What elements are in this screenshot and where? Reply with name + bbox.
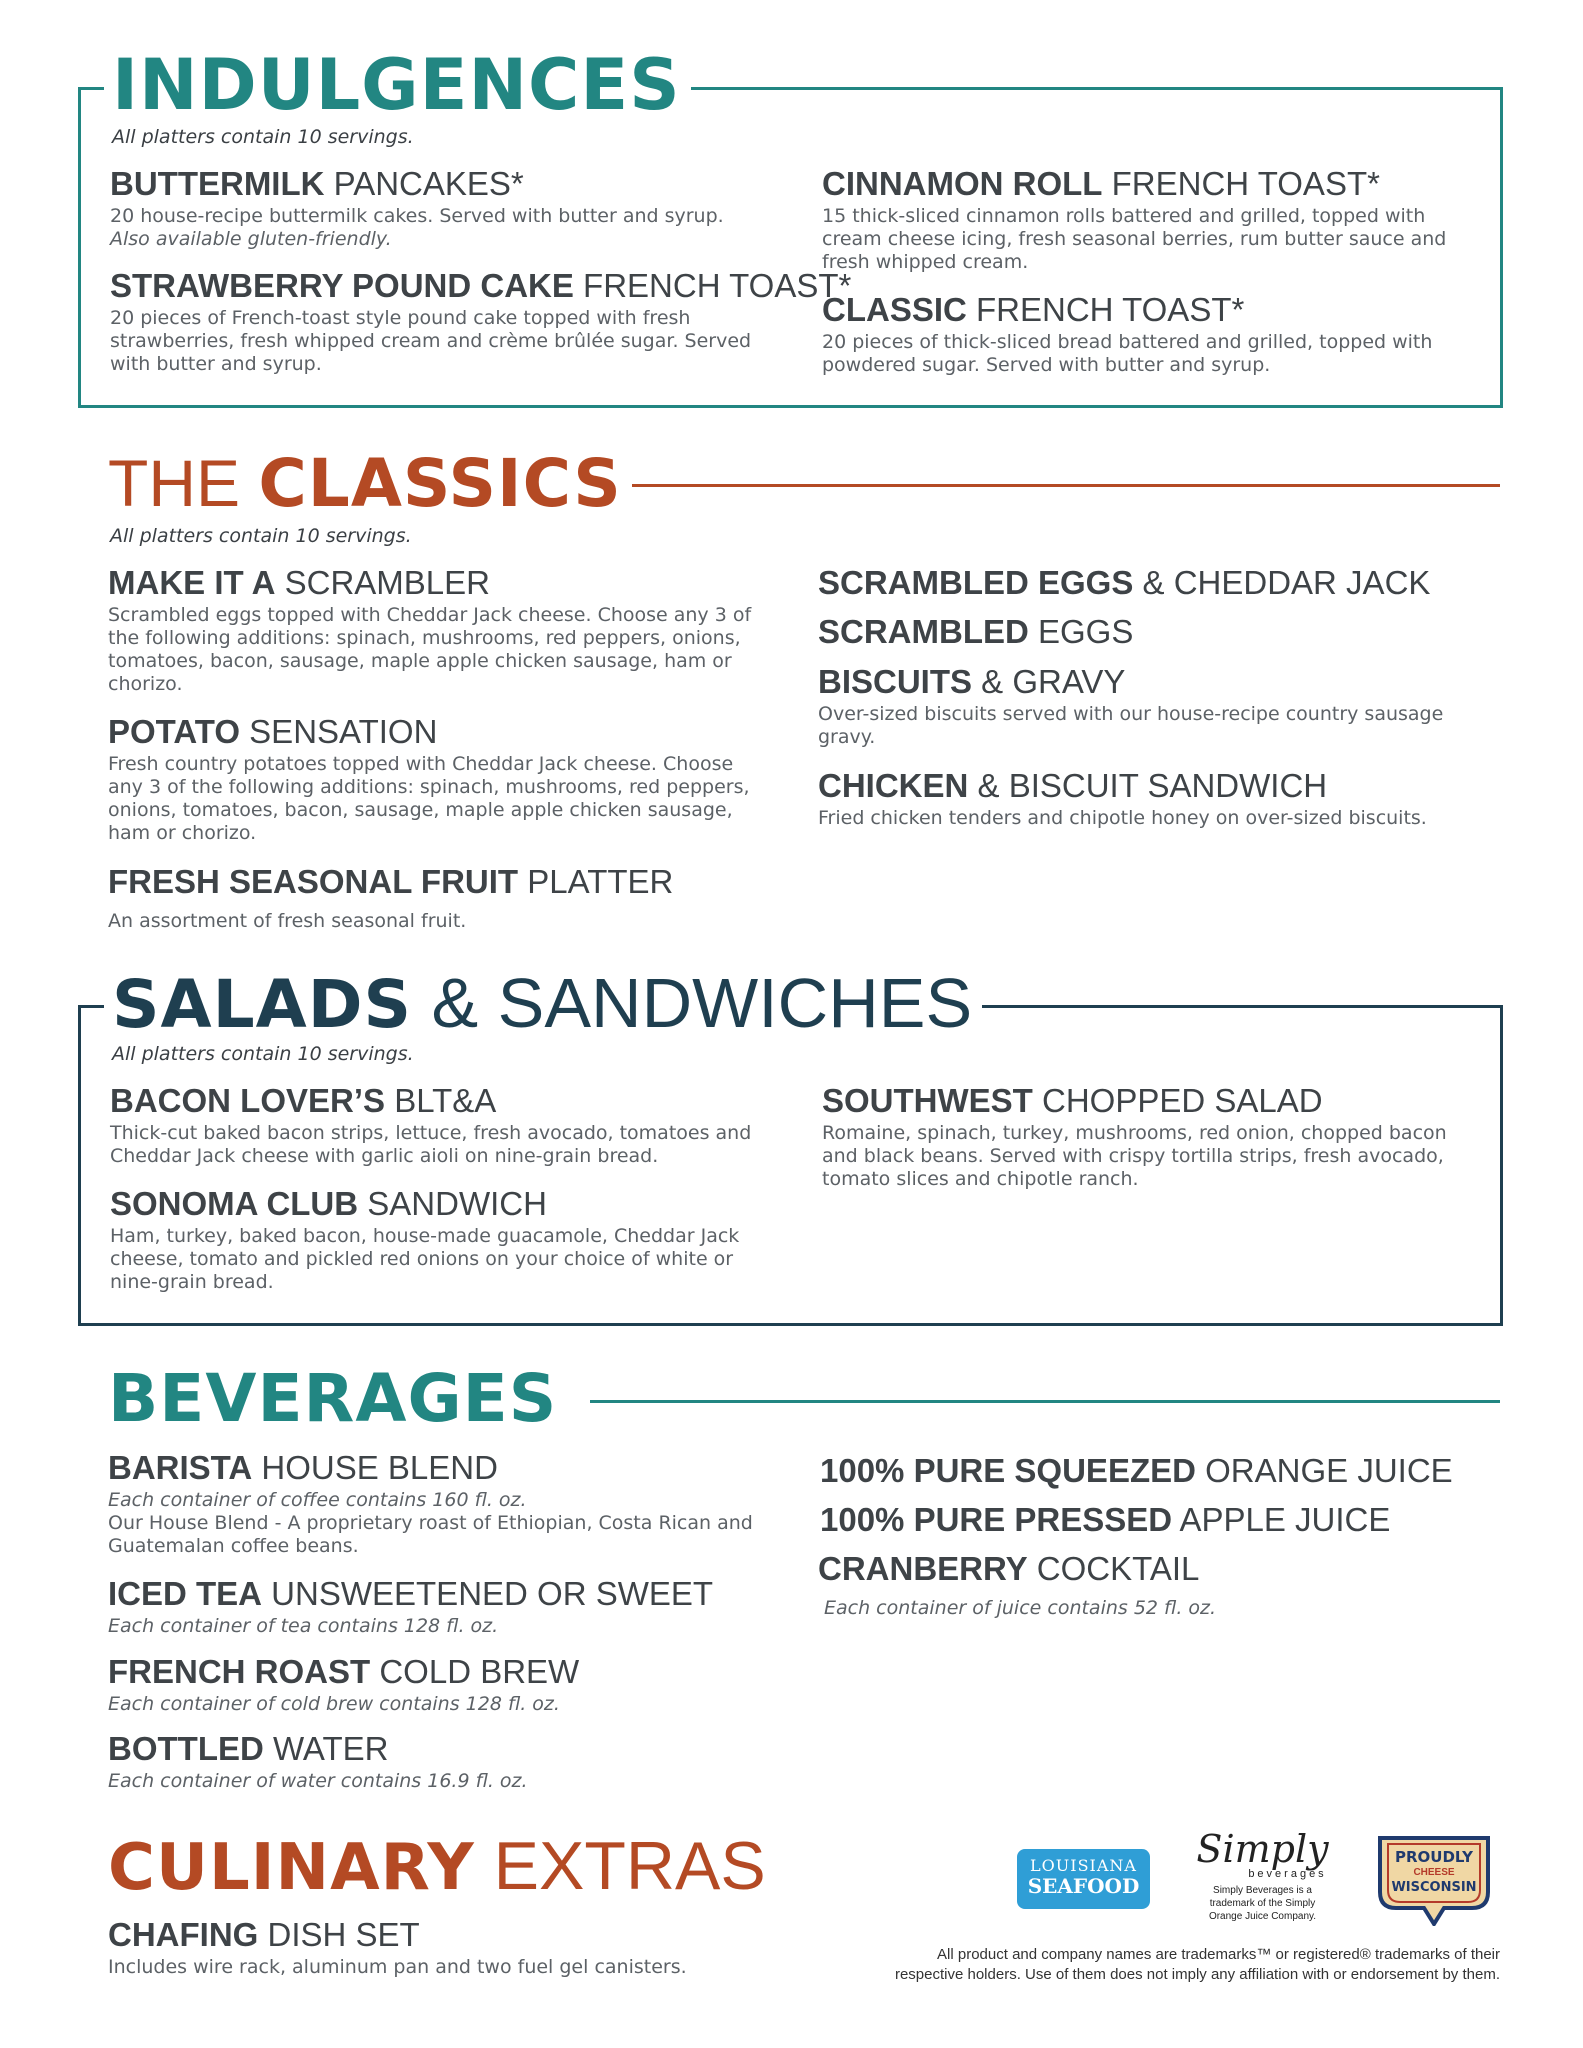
wisconsin-badge-icon: [1372, 1832, 1496, 1926]
trademark-disclaimer: All product and company names are trademarks™ or registered® trademarks of their respective holders. Use of them does not imply any affiliation with or endorsement by them.: [894, 1946, 1500, 1984]
beverages-heading: [100, 1360, 567, 1437]
salads-title-bold: SALADS: [112, 966, 413, 1043]
classics-note: All platters contain 10 servings.: [110, 525, 412, 547]
menu-item-buttermilk-pancakes: [110, 166, 770, 251]
item-name: SONOMA CLUB SANDWICH: [110, 1185, 547, 1222]
menu-item-barista-house-blend: [108, 1450, 768, 1558]
menu-item-chicken-biscuit: [818, 768, 1478, 830]
item-name: BOTTLED WATER: [108, 1730, 389, 1767]
classics-heading: [100, 445, 632, 522]
item-name: FRESH SEASONAL FRUIT PLATTER: [108, 863, 674, 900]
item-description: 20 pieces of French-toast style pound cake topped with fresh strawberries, fresh whipped cream and crème brûlée sugar. Served with butter and syrup.: [110, 307, 752, 375]
menu-item-classic-french-toast: [822, 292, 1482, 377]
simply-script: Simply: [1196, 1827, 1329, 1871]
menu-item-fruit-platter: [108, 864, 768, 933]
item-name: BARISTA HOUSE BLEND: [108, 1449, 498, 1486]
salads-heading: [104, 964, 982, 1043]
item-name: SOUTHWEST CHOPPED SALAD: [822, 1082, 1323, 1119]
wisconsin-top: PROUDLY: [1394, 1848, 1473, 1866]
item-description: 20 pieces of thick-sliced bread battered and grilled, topped with powdered sugar. Served with butter and syrup.: [822, 331, 1433, 377]
menu-item-cold-brew: [108, 1654, 768, 1716]
item-description: Includes wire rack, aluminum pan and two fuel gel canisters.: [108, 1956, 687, 1979]
item-description: 15 thick-sliced cinnamon rolls battered and grilled, topped with cream cheese icing, fresh seasonal berries, rum butter sauce and fresh whipped cream.: [822, 205, 1447, 273]
item-note: Also available gluten-friendly.: [110, 228, 392, 251]
classics-title-light: THE: [108, 446, 259, 520]
menu-item-scrambler: [108, 565, 768, 695]
item-name: MAKE IT A SCRAMBLER: [108, 564, 490, 601]
classics-title-bold: CLASSICS: [258, 445, 622, 522]
item-name: STRAWBERRY POUND CAKE FRENCH TOAST*: [110, 267, 852, 304]
item-description: Fresh country potatoes topped with Cheddar Jack cheese. Choose any 3 of the following additions: spinach, mushrooms, red peppers, onions, tomatoes, bacon, sausage, maple apple chicken sausage, ham or chorizo.: [108, 753, 750, 844]
indulgences-heading: [104, 44, 691, 126]
beverages-rule: [590, 1400, 1500, 1403]
item-name: BUTTERMILK PANCAKES*: [110, 165, 524, 202]
indulgences-note: All platters contain 10 servings.: [112, 126, 414, 148]
menu-item-southwest-salad: [822, 1083, 1482, 1191]
menu-item-cinnamon-roll-french-toast: [822, 166, 1482, 274]
indulgences-title: INDULGENCES: [112, 44, 681, 126]
menu-item-bottled-water: [108, 1731, 768, 1793]
item-name: CHICKEN & BISCUIT SANDWICH: [818, 767, 1328, 804]
menu-item-cranberry-cocktail: [818, 1551, 1478, 1620]
item-name: 100% PURE SQUEEZED ORANGE JUICE: [820, 1452, 1453, 1489]
item-description: Thick-cut baked bacon strips, lettuce, fresh avocado, tomatoes and Cheddar Jack cheese with garlic aioli on nine-grain bread.: [110, 1122, 752, 1168]
item-description: Romaine, spinach, turkey, mushrooms, red onion, chopped bacon and black beans. Served with crispy tortilla strips, fresh avocado, tomato slices and chipotle ranch.: [822, 1122, 1447, 1190]
item-name: CLASSIC FRENCH TOAST*: [822, 291, 1245, 328]
wisconsin-bot: WISCONSIN: [1391, 1880, 1477, 1895]
item-description: Ham, turkey, baked bacon, house-made guacamole, Cheddar Jack cheese, tomato and pickled red onions on your choice of white or nine-grain bread.: [110, 1225, 740, 1293]
item-name: SCRAMBLED EGGS & CHEDDAR JACK: [818, 564, 1431, 601]
item-name: BACON LOVER’S BLT&A: [110, 1082, 497, 1119]
classics-rule: [620, 484, 1500, 487]
item-name: CHAFING DISH SET: [108, 1916, 420, 1953]
extras-title-light: EXTRAS: [474, 1828, 766, 1904]
item-description: Fried chicken tenders and chipotle honey on over-sized biscuits.: [818, 807, 1427, 830]
menu-item-iced-tea: [108, 1576, 768, 1638]
item-name: FRENCH ROAST COLD BREW: [108, 1653, 580, 1690]
menu-item-apple-juice: [820, 1502, 1480, 1538]
simply-beverages-logo: [1180, 1827, 1345, 1923]
item-name: CINNAMON ROLL FRENCH TOAST*: [822, 165, 1380, 202]
salads-title-light: & SANDWICHES: [412, 964, 973, 1042]
item-description: Over-sized biscuits served with our house-recipe country sausage gravy.: [818, 703, 1444, 749]
item-name: SCRAMBLED EGGS: [818, 613, 1134, 650]
wisconsin-mid: CHEESE: [1413, 1867, 1455, 1878]
item-volume: Each container of juice contains 52 fl. oz.: [824, 1597, 1217, 1620]
item-name: BISCUITS & GRAVY: [818, 663, 1126, 700]
beverages-title: BEVERAGES: [108, 1360, 558, 1437]
menu-item-orange-juice: [820, 1453, 1480, 1489]
menu-item-scrambled-eggs: [818, 614, 1478, 650]
louisiana-logo-line1: LOUISIANA: [1030, 1856, 1137, 1875]
menu-item-sonoma-club: [110, 1186, 770, 1294]
louisiana-seafood-logo: [1017, 1849, 1150, 1909]
extras-heading: [100, 1828, 776, 1905]
item-name: 100% PURE PRESSED APPLE JUICE: [820, 1501, 1391, 1538]
menu-item-chafing-dish: [108, 1917, 768, 1979]
item-volume: Each container of coffee contains 160 fl. oz.: [108, 1489, 527, 1512]
item-name: POTATO SENSATION: [108, 713, 438, 750]
item-volume: Each container of water contains 16.9 fl. oz.: [108, 1770, 528, 1793]
item-name: ICED TEA UNSWEETENED OR SWEET: [108, 1575, 714, 1612]
menu-item-biscuits-gravy: [818, 664, 1478, 749]
menu-item-scrambled-eggs-cheddar: [818, 565, 1478, 601]
menu-item-strawberry-pound-cake: [110, 267, 852, 376]
item-description: Scrambled eggs topped with Cheddar Jack cheese. Choose any 3 of the following additions: spinach, mushrooms, red peppers, onions, tomatoes, bacon, sausage, maple apple chicken sausage, ham or chorizo.: [108, 604, 752, 695]
extras-title-bold: CULINARY: [108, 1831, 475, 1905]
menu-item-potato-sensation: [108, 714, 768, 844]
simply-trademark-note: Simply Beverages is a trademark of the Simply Orange Juice Company.: [1208, 1885, 1317, 1922]
item-description: An assortment of fresh seasonal fruit.: [108, 910, 467, 933]
proudly-wisconsin-cheese-logo: [1372, 1832, 1496, 1926]
menu-item-bacon-lovers-blta: [110, 1083, 770, 1168]
simply-sub: beverages: [1248, 1868, 1327, 1880]
item-volume: Each container of cold brew contains 128 fl. oz.: [108, 1693, 560, 1716]
item-name: CRANBERRY COCKTAIL: [818, 1550, 1200, 1587]
item-volume: Each container of tea contains 128 fl. oz.: [108, 1615, 499, 1638]
item-description: 20 house-recipe buttermilk cakes. Served with butter and syrup.: [110, 205, 724, 228]
louisiana-logo-line2: SEAFOOD: [1027, 1873, 1140, 1898]
salads-note: All platters contain 10 servings.: [112, 1043, 414, 1065]
item-description: Our House Blend - A proprietary roast of Ethiopian, Costa Rican and Guatemalan coffee beans.: [108, 1512, 753, 1557]
